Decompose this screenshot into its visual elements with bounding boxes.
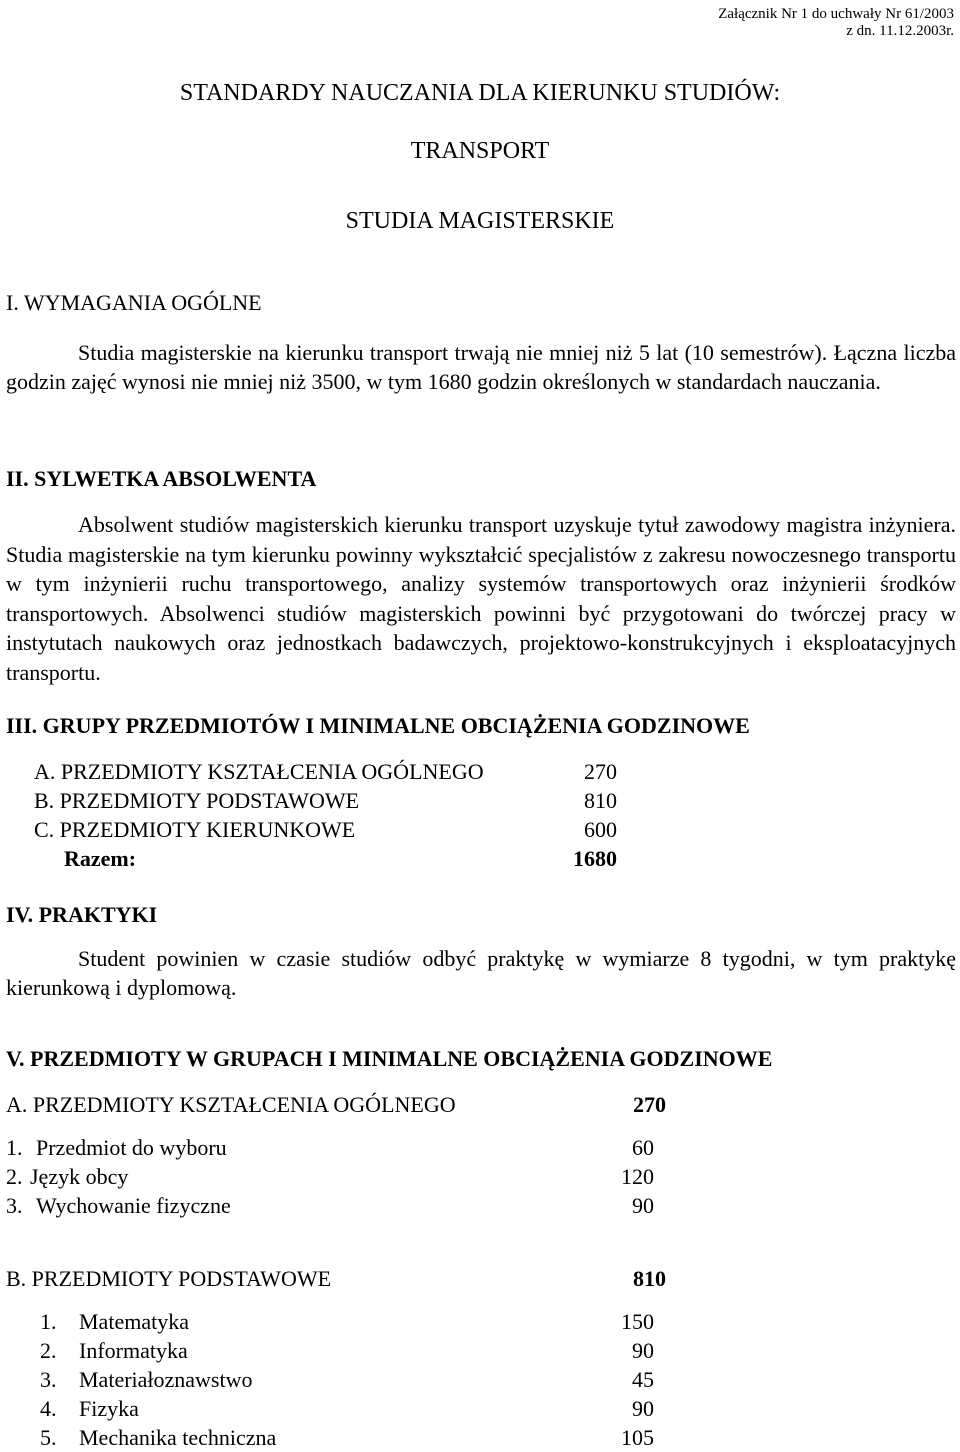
subject-number: 4. xyxy=(40,1396,57,1421)
subject-name: Język obcy xyxy=(30,1164,129,1189)
group-b-header xyxy=(6,1264,666,1293)
group-summary-hours: 270 xyxy=(584,759,617,784)
subject-hours: 90 xyxy=(632,1193,654,1218)
group-summary-total-row xyxy=(34,844,634,873)
section-2-heading: II. SYLWETKA ABSOLWENTA xyxy=(6,466,317,491)
subject-number: 1. xyxy=(40,1309,57,1334)
section-4-heading: IV. PRAKTYKI xyxy=(6,902,158,927)
group-b-hours: 810 xyxy=(633,1266,666,1291)
subject-hours: 45 xyxy=(632,1367,654,1392)
subject-row xyxy=(40,1394,660,1423)
total-hours: 1680 xyxy=(573,846,617,871)
total-label: Razem: xyxy=(64,846,137,871)
subject-row xyxy=(6,1133,666,1162)
subject-hours: 150 xyxy=(621,1309,654,1334)
subject-number: 3. xyxy=(40,1367,57,1392)
section-3-heading: III. GRUPY PRZEDMIOTÓW I MINIMALNE OBCIĄŻENIA GODZINOWE xyxy=(6,713,750,738)
subject-name: Fizyka xyxy=(79,1396,139,1421)
subject-number: 2. xyxy=(40,1338,57,1363)
subject-name: Informatyka xyxy=(79,1338,188,1363)
subject-row xyxy=(6,1191,666,1220)
subject-hours: 105 xyxy=(621,1425,654,1450)
subject-number: 1. xyxy=(6,1135,23,1160)
group-a-label: A. PRZEDMIOTY KSZTAŁCENIA OGÓLNEGO xyxy=(6,1092,456,1117)
subject-name: Mechanika techniczna xyxy=(79,1425,277,1450)
section-5-heading: V. PRZEDMIOTY W GRUPACH I MINIMALNE OBCIĄŻENIA GODZINOWE xyxy=(6,1046,773,1071)
subject-hours: 60 xyxy=(632,1135,654,1160)
subject-row xyxy=(6,1162,666,1191)
group-summary-label: A. PRZEDMIOTY KSZTAŁCENIA OGÓLNEGO xyxy=(34,759,484,784)
group-summary-row xyxy=(34,786,634,815)
group-a-header xyxy=(6,1090,666,1119)
subject-row xyxy=(40,1307,660,1336)
section-4-text: Student powinien w czasie studiów odbyć praktykę w wymiarze 8 tygodni, w tym praktykę kierunkową i dyplomową. xyxy=(6,946,956,1000)
group-summary-hours: 600 xyxy=(584,817,617,842)
group-summary-label: B. PRZEDMIOTY PODSTAWOWE xyxy=(34,788,360,813)
document-title: STANDARDY NAUCZANIA DLA KIERUNKU STUDIÓW: xyxy=(179,80,781,106)
group-summary-row xyxy=(34,815,634,844)
annex-note xyxy=(718,6,954,40)
subject-name: Wychowanie fizyczne xyxy=(36,1193,231,1218)
subject-row xyxy=(40,1365,660,1394)
group-summary-row xyxy=(34,757,634,786)
subject-number: 5. xyxy=(40,1425,57,1450)
group-summary-hours: 810 xyxy=(584,788,617,813)
subject-number: 2. xyxy=(6,1164,23,1189)
subject-hours: 90 xyxy=(632,1338,654,1363)
group-summary-label: C. PRZEDMIOTY KIERUNKOWE xyxy=(34,817,356,842)
subject-name: Przedmiot do wyboru xyxy=(36,1135,227,1160)
group-b-label: B. PRZEDMIOTY PODSTAWOWE xyxy=(6,1266,332,1291)
section-2-text: Absolwent studiów magisterskich kierunku transport uzyskuje tytuł zawodowy magistra inżyniera. Studia magisterskie na tym kierunku powinny wykształcić specjalistów z zakresu nowoczesnego transportu w tym inżynierii ruchu transportowego, analizy systemów transportowych oraz inżynierii środków transportowych. Absolwenci studiów magisterskich powinni być przygotowani do twórczej pracy w instytutach naukowych oraz jednostkach badawczych, projektowo-konstrukcyjnych i eksploatacyjnych transportu. xyxy=(6,512,956,685)
annex-line-1: Załącznik Nr 1 do uchwały Nr 61/2003 xyxy=(718,6,954,22)
subject-name: Matematyka xyxy=(79,1309,189,1334)
subject-name: Materiałoznawstwo xyxy=(79,1367,253,1392)
section-1-heading: I. WYMAGANIA OGÓLNE xyxy=(6,290,262,315)
section-1-text: Studia magisterskie na kierunku transport trwają nie mniej niż 5 lat (10 semestrów). Łączna liczba godzin zajęć wynosi nie mniej niż 3500, w tym 1680 godzin określonych w standardach nauczania. xyxy=(6,340,956,394)
level-title: STUDIA MAGISTERSKIE xyxy=(345,208,615,234)
group-a-hours: 270 xyxy=(633,1092,666,1117)
field-title: TRANSPORT xyxy=(410,138,550,164)
subject-number: 3. xyxy=(6,1193,23,1218)
subject-hours: 120 xyxy=(621,1164,654,1189)
annex-line-2: z dn. 11.12.2003r. xyxy=(846,23,954,39)
subject-row xyxy=(40,1336,660,1365)
subject-hours: 90 xyxy=(632,1396,654,1421)
